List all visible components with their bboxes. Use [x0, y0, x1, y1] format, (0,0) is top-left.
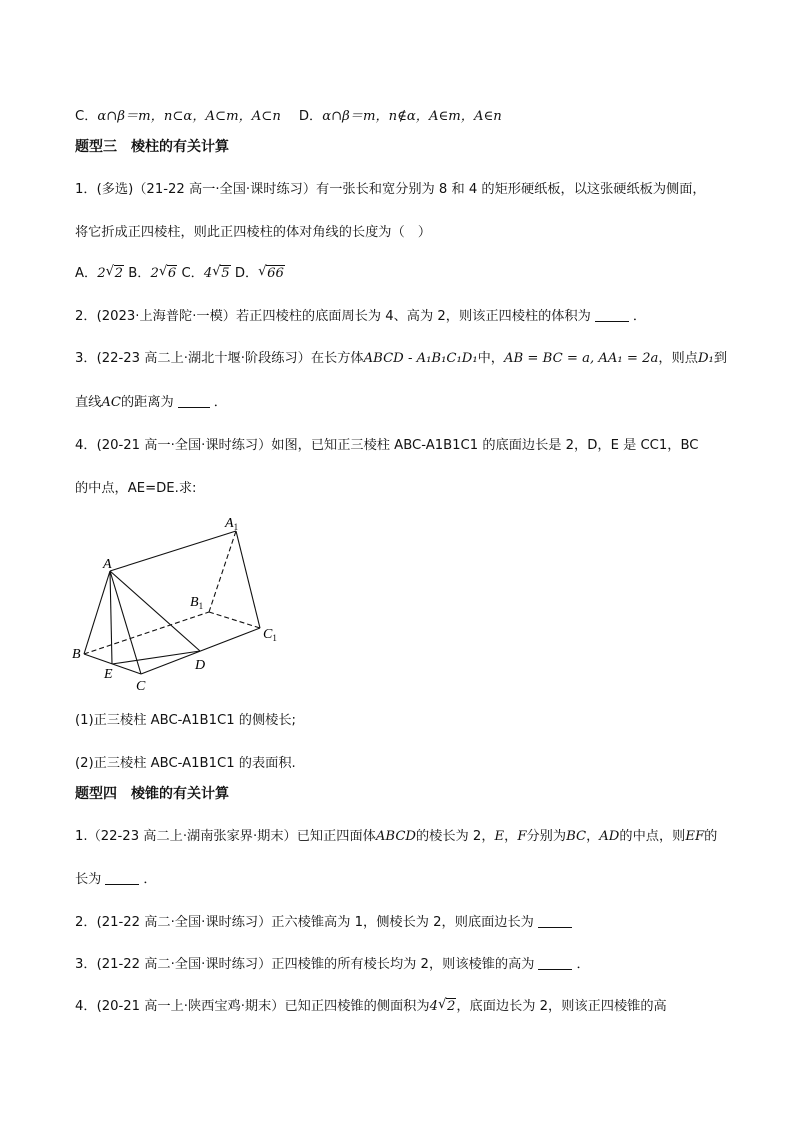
answer-blank: [538, 914, 572, 928]
q3-1-option-a-label: A．: [75, 266, 98, 281]
q4-4-line: [75, 998, 667, 1016]
edge-b1-a1: [209, 531, 236, 612]
q4-1-bc: BC: [566, 829, 587, 844]
q4-1-end: ．: [143, 872, 157, 887]
q4-1-mid2: 分别为: [526, 829, 567, 844]
q3-1-options: [75, 265, 285, 283]
q3-1-option-b-coef: 2: [150, 266, 159, 281]
q3-4-line1: 4．(20-21 高一·全国·课时练习）如图，已知正三棱柱 ABC-A1B1C1 的底面边长是 2，D，E 是 CC1，BC: [75, 438, 699, 453]
q4-3-end: ．: [576, 957, 590, 972]
label-b1: $B_1$: [190, 595, 204, 611]
q4-4-coef: 4: [429, 999, 438, 1014]
q3-3-line2: [75, 394, 227, 412]
q3-4-sub1: (1)正三棱柱 ABC-A1B1C1 的侧棱长;: [75, 713, 296, 728]
edge-a-e: [110, 571, 112, 664]
label-d: D: [195, 658, 206, 673]
q3-3-solid-name: ABCD - A₁B₁C₁D₁: [363, 351, 478, 366]
q4-1-e: E: [494, 829, 505, 844]
q4-1-ef: EF: [685, 829, 705, 844]
q4-4-prefix: 4．(20-21 高一上·陕西宝鸡·期末）已知正四棱锥的侧面积为: [75, 999, 430, 1014]
q4-2-text: 2．(21-22 高二·全国·课时练习）正六棱锥高为 1，侧棱长为 2，则底面边长为: [75, 915, 534, 930]
prism-figure: [70, 508, 290, 698]
q3-3-tail2: 到: [713, 351, 727, 366]
edge-a-c: [110, 571, 141, 674]
q4-4-sqrt: √ 2: [438, 998, 456, 1016]
edge-e-d: [112, 651, 200, 664]
q3-3-prefix: 3．(22-23 高二上·湖北十堰·阶段练习）在长方体: [75, 351, 364, 366]
q4-1-ad: AD: [599, 829, 620, 844]
q3-1-option-b-sqrt: √ 6: [159, 265, 177, 283]
q4-1-tail: 的: [704, 829, 718, 844]
q4-1-line2-text: 长为: [75, 872, 102, 887]
q4-1-comma: ，: [504, 829, 518, 844]
q3-1-option-c-label: C．: [181, 266, 204, 281]
q3-1-option-a-coef: 2: [97, 266, 106, 281]
q4-1-mid: 的棱长为 2，: [415, 829, 495, 844]
q4-1-comma2: ，: [586, 829, 600, 844]
answer-blank: [538, 956, 572, 970]
label-c: C: [136, 679, 146, 694]
q4-1-line1: [75, 828, 717, 846]
q3-4-sub2: (2)正三棱柱 ABC-A1B1C1 的表面积.: [75, 756, 296, 771]
q3-2-line: [75, 308, 646, 326]
option-c-text: α∩β＝m，n⊂α，A⊂m，A⊂n: [97, 109, 281, 124]
label-e: E: [104, 667, 113, 682]
edge-b1-c1: [209, 612, 260, 628]
q3-1-option-b-label: B．: [128, 266, 151, 281]
q3-1-option-a-sqrt: √ 2: [106, 265, 124, 283]
edge-a1-c1: [236, 531, 260, 628]
q4-1-prefix: 1.（22-23 高二上·湖南张家界·期末）已知正四面体: [75, 829, 376, 844]
q3-3-end: ．: [213, 395, 227, 410]
section-3-heading: 题型三 棱柱的有关计算: [75, 139, 229, 155]
q3-3-line2-rest: 的距离为: [121, 395, 174, 410]
section-4-heading: 题型四 棱锥的有关计算: [75, 786, 229, 802]
q4-1-tetra: ABCD: [375, 829, 416, 844]
label-b: B: [72, 647, 81, 662]
q4-2-line: [75, 914, 576, 932]
q3-2-text: 2．(2023·上海普陀·一模）若正四棱柱的底面周长为 4、高为 2，则该正四棱柱的体积为: [75, 309, 591, 324]
q4-1-mid3: 的中点，则: [619, 829, 686, 844]
q4-4-tail: ，底面边长为 2，则该正四棱锥的高: [456, 999, 667, 1014]
label-c1: $C_1$: [263, 627, 277, 643]
q3-1-option-d-label: D．: [234, 266, 259, 281]
q3-3-tail: ，则点: [658, 351, 698, 366]
option-d-text: α∩β＝m，n∉α，A∈m，A∈n: [322, 109, 502, 124]
q3-1-line1: 1．(多选)（21-22 高一·全国·课时练习）有一张长和宽分别为 8 和 4 的矩形硬纸板，以这张硬纸板为侧面，: [75, 182, 706, 197]
q4-3-line: [75, 956, 590, 974]
q3-1-option-c-coef: 4: [203, 266, 213, 281]
edge-a-a1: [110, 531, 236, 571]
q3-3-line2-prefix: 直线: [75, 395, 102, 410]
q3-1-option-c-sqrt: √ 5: [212, 265, 230, 283]
label-a1: $A_1$: [225, 516, 239, 532]
answer-blank: [595, 308, 629, 322]
q3-3-line1: [75, 350, 727, 368]
q3-3-point: D₁: [697, 351, 714, 366]
q3-3-mid: 中，: [477, 351, 504, 366]
answer-blank: [178, 394, 210, 408]
q3-2-end: ．: [632, 309, 647, 324]
q4-1-f: F: [517, 829, 527, 844]
q3-3-line-ac: AC: [101, 395, 121, 410]
q3-1-option-d-sqrt: √ 66: [258, 265, 285, 283]
option-d-label: D．: [298, 109, 323, 124]
label-a: A: [103, 557, 112, 572]
edge-a-d: [110, 571, 200, 651]
q4-3-text: 3．(21-22 高二·全国·课时练习）正四棱锥的所有棱长均为 2，则该棱锥的高为: [75, 957, 535, 972]
q3-4-line2: 的中点，AE=DE.求:: [75, 481, 197, 496]
option-c-label: C．: [75, 109, 98, 124]
options-c-d-line: [75, 108, 502, 126]
edge-a-b: [84, 571, 110, 654]
q3-3-condition: AB = BC = a, AA₁ = 2a: [504, 351, 659, 366]
q3-1-line2: 将它折成正四棱柱，则此正四棱柱的体对角线的长度为（ ）: [75, 225, 432, 240]
q4-1-line2: [75, 871, 157, 889]
answer-blank: [105, 871, 139, 885]
edge-b-b1: [84, 612, 209, 654]
